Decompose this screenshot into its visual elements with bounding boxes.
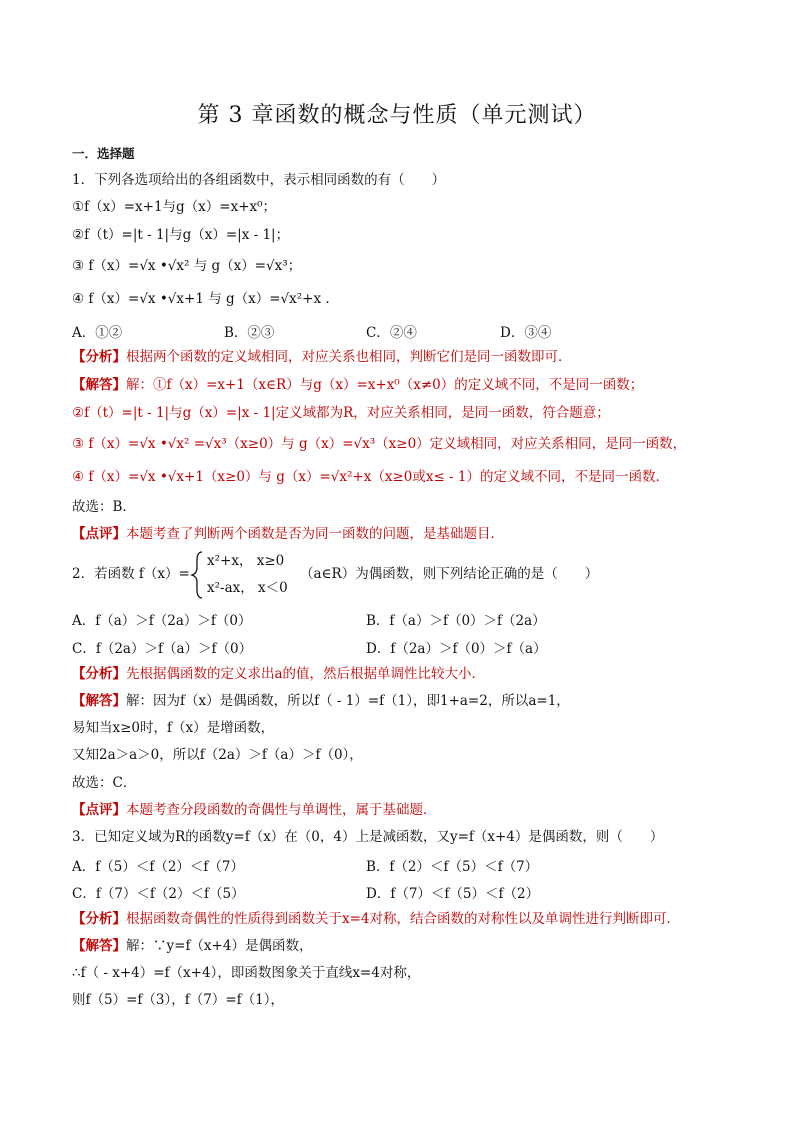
- q1-answer-line-1: [72, 376, 643, 394]
- q2-answer-line-3: 又知2a＞a＞0，所以f（2a）＞f（a）＞f（0），: [72, 747, 363, 763]
- q3-option-b: B．f（2）＜f（5）＜f（7）: [366, 859, 539, 875]
- q2-case-2: x²-ax， x＜0: [207, 580, 288, 596]
- q1-answer-line-3: ③ f（x）=√x •√x² =√x³（x≥0）与 g（x）=√x³（x≥0）定义域相同，对应关系相同，是同一函数，: [72, 436, 687, 452]
- q2-comment: [72, 801, 437, 819]
- analysis-tag: 【分析】: [72, 349, 126, 365]
- q3-stem: 3．已知定义域为R的函数y=f（x）在（0，4）上是减函数，又y=f（x+4）是偶函数，则（ ）: [72, 829, 664, 845]
- q1-option-d: D．③④: [500, 325, 552, 341]
- answer-tag: 【解答】: [72, 377, 126, 393]
- q2-option-a: A．f（a）＞f（2a）＞f（0）: [72, 613, 252, 629]
- q1-comment: [72, 525, 504, 543]
- q3-answer-line-3: 则f（5）=f（3），f（7）=f（1），: [72, 992, 284, 1008]
- answer-text: 解：∵y=f（x+4）是偶函数，: [126, 938, 313, 954]
- analysis-text: 先根据偶函数的定义求出a的值，然后根据单调性比较大小．: [126, 666, 486, 682]
- page-title: 第 3 章函数的概念与性质（单元测试）: [197, 103, 597, 128]
- section-heading: 一．选择题: [72, 146, 135, 161]
- q3-option-c: C．f（7）＜f（2）＜f（5）: [72, 886, 245, 902]
- q2-answer-line-2: 易知当x≥0时，f（x）是增函数，: [72, 720, 275, 736]
- comment-text: 本题考查了判断两个函数是否为同一函数的问题，是基础题目．: [126, 526, 504, 542]
- answer-text: 解：①f（x）=x+1（x∈R）与g（x）=x+x⁰（x≠0）的定义域不同，不是同一函数；: [126, 377, 644, 393]
- q3-option-d: D．f（7）＜f（5）＜f（2）: [366, 886, 540, 902]
- answer-tag: 【解答】: [72, 693, 126, 709]
- q1-item-4: ④ f（x）=√x •√x+1 与 g（x）=√x²+x .: [72, 291, 330, 307]
- q2-case-1: x²+x， x≥0: [207, 553, 285, 569]
- comment-tag: 【点评】: [72, 526, 126, 542]
- q1-option-b: B．②③: [224, 325, 275, 341]
- q2-option-b: B．f（a）＞f（0）＞f（2a）: [366, 613, 546, 629]
- analysis-tag: 【分析】: [72, 911, 126, 927]
- analysis-tag: 【分析】: [72, 666, 126, 682]
- q3-analysis: [72, 910, 680, 928]
- answer-text: 解：因为f（x）是偶函数，所以f（ - 1）=f（1），即1+a=2，所以a=1，: [126, 693, 570, 709]
- q3-answer-line-2: ∴f（ - x+4）=f（x+4），即函数图象关于直线x=4对称，: [72, 965, 421, 981]
- q1-item-1: ①f（x）=x+1与g（x）=x+x⁰；: [72, 199, 277, 215]
- q1-answer-line-2: ②f（t）=|t - 1|与g（x）=|x - 1|定义域都为R，对应关系相同，是同一函数，符合题意；: [72, 405, 610, 421]
- q1-option-a: A．①②: [72, 325, 123, 341]
- q2-answer-line-4: 故选：C．: [72, 775, 137, 791]
- analysis-text: 根据函数奇偶性的性质得到函数关于x=4对称，结合函数的对称性以及单调性进行判断即可．: [126, 911, 681, 927]
- q1-item-3: ③ f（x）=√x •√x² 与 g（x）=√x³；: [72, 258, 302, 274]
- comment-text: 本题考查分段函数的奇偶性与单调性，属于基础题．: [126, 802, 437, 818]
- q2-analysis: [72, 665, 485, 683]
- q2-option-c: C．f（2a）＞f（a）＞f（0）: [72, 641, 253, 657]
- q1-option-c: C．②④: [366, 325, 417, 341]
- q1-answer-line-4: ④ f（x）=√x •√x+1（x≥0）与 g（x）=√x²+x（x≥0或x≤ - 1）的定义域不同，不是同一函数．: [72, 469, 669, 485]
- q3-answer-line-1: [72, 937, 312, 955]
- q1-item-2: ②f（t）=|t - 1|与g（x）=|x - 1|；: [72, 227, 290, 243]
- analysis-text: 根据两个函数的定义域相同，对应关系也相同，判断它们是同一函数即可．: [126, 349, 572, 365]
- comment-tag: 【点评】: [72, 802, 126, 818]
- answer-tag: 【解答】: [72, 938, 126, 954]
- q2-option-d: D．f（2a）＞f（0）＞f（a）: [366, 641, 547, 657]
- q1-stem: 1．下列各选项给出的各组函数中，表示相同函数的有（ ）: [72, 172, 446, 188]
- q3-option-a: A．f（5）＜f（2）＜f（7）: [72, 859, 245, 875]
- q2-stem-suffix: （a∈R）为偶函数，则下列结论正确的是（ ）: [300, 566, 599, 582]
- brace-icon: [190, 550, 204, 600]
- q1-analysis: [72, 348, 572, 366]
- q1-conclusion: 故选：B．: [72, 499, 136, 515]
- q2-answer-line-1: [72, 692, 570, 710]
- q2-stem-prefix: 2．若函数 f（x）=: [72, 566, 190, 582]
